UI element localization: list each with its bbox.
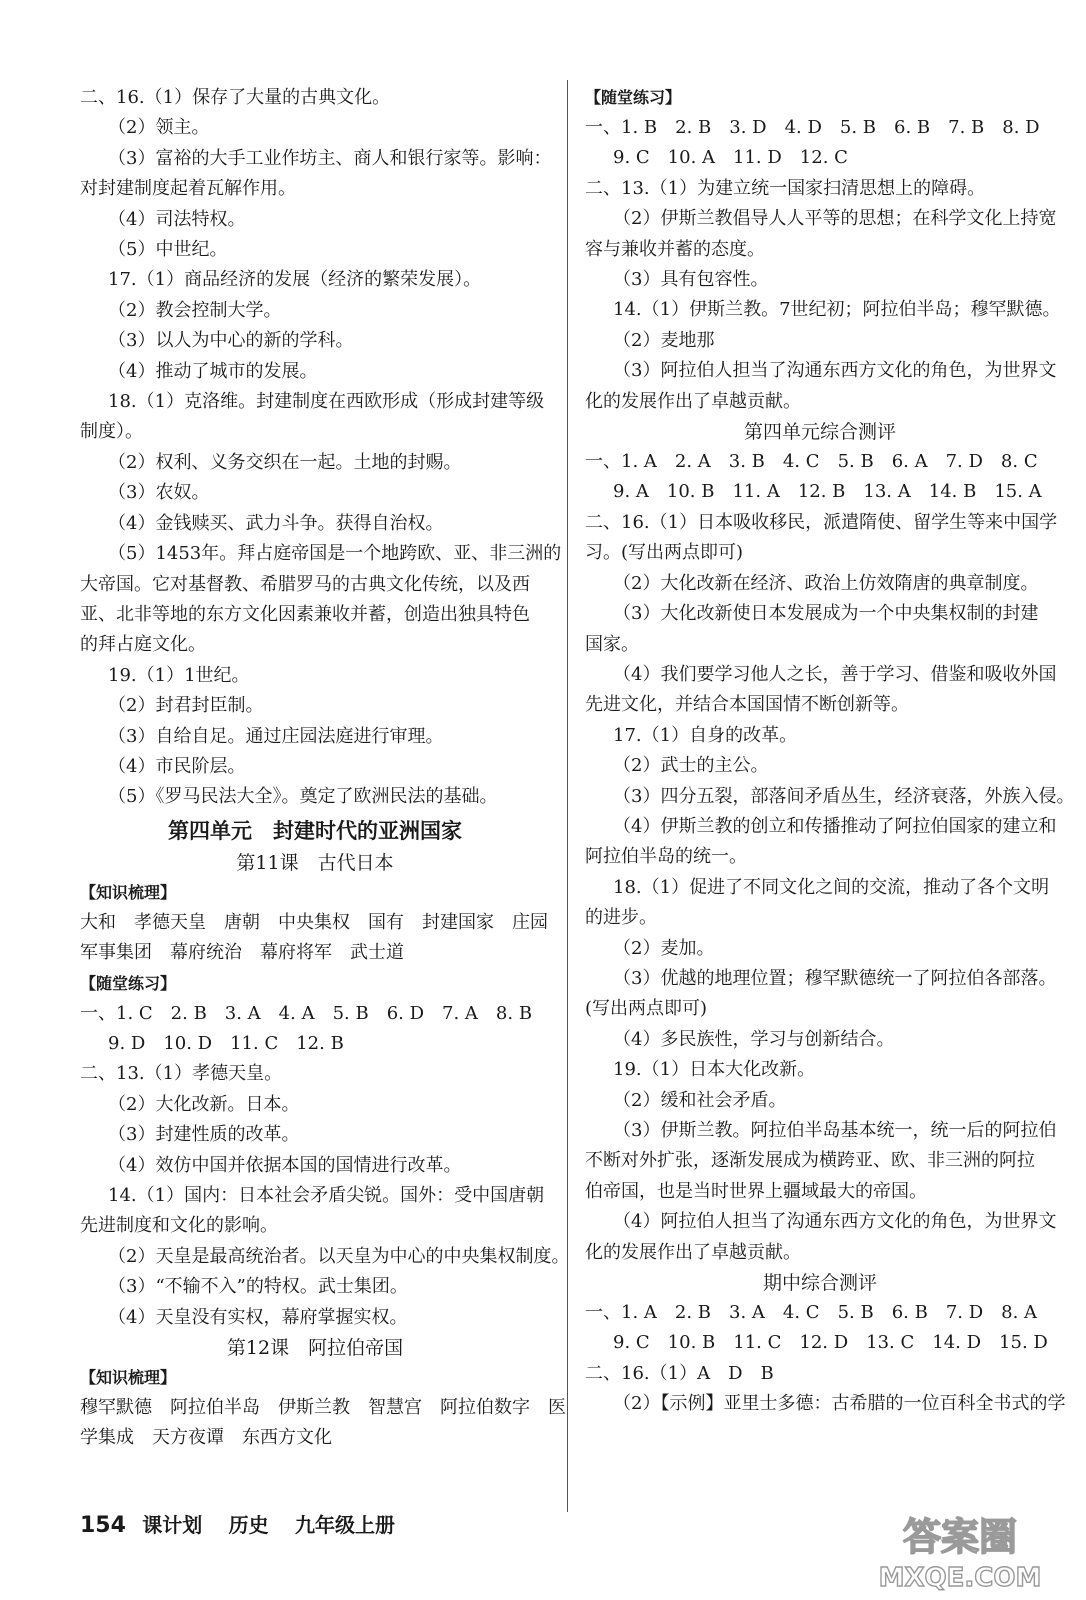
continuation-line: 伯帝国，也是当时世界上疆域最大的帝国。 bbox=[585, 1180, 927, 1202]
answer-line: （3）农奴。 bbox=[108, 482, 210, 504]
answer-line: （3）自给自足。通过庄园法庭进行审理。 bbox=[108, 725, 444, 747]
answer-line: 9. C 10. B 11. C 12. D 13. C 14. D 15. D bbox=[613, 1332, 1048, 1354]
answer-line: （2）【示例】亚里士多德：古希腊的一位百科全书式的学 bbox=[613, 1393, 1066, 1415]
answer-line: 19.（1）日本大化改新。 bbox=[613, 1059, 816, 1081]
continuation-line: (写出两点即可) bbox=[585, 998, 708, 1020]
continuation-line: 大帝国。它对基督教、希腊罗马的古典文化传统，以及西 bbox=[80, 573, 530, 595]
answer-line: （2）天皇是最高统治者。以天皇为中心的中央集权制度。 bbox=[108, 1245, 570, 1267]
answer-line: （2）权利、义务交织在一起。土地的封赐。 bbox=[108, 451, 462, 473]
question-line: 二、16.（1）A D B bbox=[585, 1362, 774, 1384]
answer-line: 19.（1）1世纪。 bbox=[108, 664, 250, 686]
subject-name: 历史 bbox=[228, 1513, 269, 1537]
answer-line: （5）《罗马民法大全》。奠定了欧洲民法的基础。 bbox=[108, 786, 498, 808]
continuation-line: 亚、北非等地的东方文化因素兼收并蓄，创造出独具特色 bbox=[80, 603, 530, 625]
section-label: 【知识梳理】 bbox=[80, 882, 177, 902]
continuation-line: 不断对外扩张，逐渐发展成为横跨亚、欧、非三洲的阿拉 bbox=[585, 1150, 1035, 1172]
answer-line: 9. A 10. B 11. A 12. B 13. A 14. B 15. A bbox=[613, 481, 1042, 503]
column-divider bbox=[567, 80, 568, 1512]
answer-line: （4）多民族性，学习与创新结合。 bbox=[613, 1028, 895, 1050]
answer-line: （4）天皇没有实权，幕府掌握实权。 bbox=[108, 1306, 408, 1328]
answer-line: 14.（1）国内：日本社会矛盾尖锐。国外：受中国唐朝 bbox=[108, 1185, 545, 1206]
answer-line: （3）“不输不入”的特权。武士集团。 bbox=[108, 1276, 408, 1298]
answer-line: （5）1453年。拜占庭帝国是一个地跨欧、亚、非三洲的 bbox=[108, 543, 562, 565]
answer-line: （3）富裕的大手工业作坊主、商人和银行家等。影响： bbox=[108, 147, 552, 169]
answer-line: （4）司法特权。 bbox=[108, 208, 246, 230]
continuation-line: 制度）。 bbox=[80, 421, 143, 443]
grade-name: 九年级上册 bbox=[295, 1513, 396, 1537]
keyword-line: 大和 孝德天皇 唐朝 中央集权 国有 封建国家 庄园 bbox=[80, 911, 548, 933]
question-line: 一、1. C 2. B 3. A 4. A 5. B 6. D 7. A 8. B bbox=[80, 1002, 533, 1024]
answer-line: （2）大化改新在经济、政治上仿效隋唐的典章制度。 bbox=[613, 572, 1039, 594]
answer-line: 14.（1）伊斯兰教。7世纪初；阿拉伯半岛；穆罕默德。 bbox=[613, 299, 1061, 321]
answer-line: （3）四分五裂，部落间矛盾丛生，经济衰落，外族入侵。 bbox=[613, 785, 1075, 807]
answer-line: （2）麦加。 bbox=[613, 937, 715, 959]
answer-line: （4）市民阶层。 bbox=[108, 755, 246, 777]
keyword-line: 穆罕默德 阿拉伯半岛 伊斯兰教 智慧宫 阿拉伯数字 医 bbox=[80, 1397, 566, 1419]
answer-line: 17.（1）自身的改革。 bbox=[613, 724, 798, 746]
answer-line: （5）中世纪。 bbox=[108, 239, 228, 261]
watermark-url: MXQE.COM bbox=[878, 1563, 1042, 1592]
section-label: 【知识梳理】 bbox=[80, 1368, 177, 1388]
page-number: 154 bbox=[80, 1513, 126, 1538]
section-label: 【随堂练习】 bbox=[585, 88, 682, 107]
left-column bbox=[80, 83, 570, 1454]
answer-line: （4）阿拉伯人担当了沟通东西方文化的角色，为世界文 bbox=[613, 1211, 1057, 1233]
answer-line: （3）封建性质的改革。 bbox=[108, 1124, 300, 1146]
section-title: 期中综合测评 bbox=[762, 1272, 877, 1295]
answer-line: 9. D 10. D 11. C 12. B bbox=[108, 1032, 344, 1054]
right-column bbox=[585, 83, 1075, 1420]
question-line: 二、13.（1）孝德天皇。 bbox=[80, 1063, 283, 1085]
continuation-line: 先进文化，并结合本国国情不断创新等。 bbox=[585, 694, 909, 716]
continuation-line: 化的发展作出了卓越贡献。 bbox=[585, 390, 801, 412]
answer-line: （2）领主。 bbox=[108, 117, 210, 139]
question-line: 一、1. A 2. A 3. B 4. C 5. B 6. A 7. D 8. C bbox=[585, 451, 1038, 473]
continuation-line: 对封建制度起着瓦解作用。 bbox=[80, 178, 296, 200]
answer-line: （2）大化改新。日本。 bbox=[108, 1093, 300, 1115]
continuation-line: 容与兼收并蓄的态度。 bbox=[585, 238, 765, 260]
section-title: 第四单元综合测评 bbox=[743, 421, 896, 444]
answer-line: （2）伊斯兰教倡导人人平等的思想；在科学文化上持宽 bbox=[613, 208, 1057, 230]
question-line: 一、1. B 2. B 3. D 4. D 5. B 6. B 7. B 8. D bbox=[585, 117, 1040, 138]
continuation-line: 阿拉伯半岛的统一。 bbox=[585, 846, 747, 868]
answer-line: （2）武士的主公。 bbox=[613, 755, 769, 777]
answer-line: 18.（1）克洛维。封建制度在西欧形成（形成封建等级 bbox=[108, 391, 545, 413]
unit-title: 第四单元 封建时代的亚洲国家 bbox=[168, 818, 462, 843]
keyword-line: 军事集团 幕府统治 幕府将军 武士道 bbox=[80, 942, 404, 964]
answer-line: （3）优越的地理位置；穆罕默德统一了阿拉伯各部落。 bbox=[613, 967, 1057, 989]
question-line: 二、13.（1）为建立统一国家扫清思想上的障碍。 bbox=[585, 177, 986, 199]
question-line: 一、1. A 2. B 3. A 4. C 5. B 6. B 7. D 8. A bbox=[585, 1302, 1038, 1324]
answer-line: （4）伊斯兰教的创立和传播推动了阿拉伯国家的建立和 bbox=[613, 815, 1057, 837]
continuation-line: 习。(写出两点即可) bbox=[585, 542, 744, 564]
continuation-line: 先进制度和文化的影响。 bbox=[80, 1215, 278, 1237]
continuation-line: 的拜占庭文化。 bbox=[80, 634, 206, 656]
answer-line: （3）以人为中心的新的学科。 bbox=[108, 330, 354, 352]
section-title: 第12课 阿拉伯帝国 bbox=[226, 1337, 404, 1360]
answer-line: （4）金钱赎买、武力斗争。获得自治权。 bbox=[108, 512, 444, 534]
answer-line: （3）伊斯兰教。阿拉伯半岛基本统一，统一后的阿拉伯 bbox=[613, 1120, 1057, 1141]
answer-line: （4）推动了城市的发展。 bbox=[108, 360, 318, 382]
answer-line: （4）我们要学习他人之长，善于学习、借鉴和吸收外国 bbox=[613, 663, 1057, 685]
answer-line: （2）封君封臣制。 bbox=[108, 695, 264, 717]
answer-line: （2）教会控制大学。 bbox=[108, 299, 282, 321]
keyword-line: 学集成 天方夜谭 东西方文化 bbox=[80, 1427, 332, 1449]
book-name: 课计划 bbox=[142, 1513, 203, 1537]
page-footer bbox=[80, 1510, 415, 1541]
watermark-logo bbox=[850, 1508, 1070, 1592]
question-line: 二、16.（1）保存了大量的古典文化。 bbox=[80, 87, 391, 108]
section-label: 【随堂练习】 bbox=[80, 973, 177, 993]
watermark-text: 答案圈 bbox=[902, 1515, 1018, 1559]
answer-line: 17.（1）商品经济的发展（经济的繁荣发展）。 bbox=[108, 269, 482, 291]
question-line: 二、16.（1）日本吸收移民，派遣隋使、留学生等来中国学 bbox=[585, 511, 1058, 533]
continuation-line: 的进步。 bbox=[585, 907, 657, 929]
answer-line: （3）阿拉伯人担当了沟通东西方文化的角色，为世界文 bbox=[613, 360, 1057, 382]
answer-line: （2）麦地那 bbox=[613, 329, 715, 351]
continuation-line: 化的发展作出了卓越贡献。 bbox=[585, 1241, 801, 1263]
answer-line: （3）具有包容性。 bbox=[613, 269, 769, 291]
answer-line: 9. C 10. A 11. D 12. C bbox=[613, 147, 848, 169]
section-title: 第11课 古代日本 bbox=[236, 851, 394, 874]
answer-line: （2）缓和社会矛盾。 bbox=[613, 1089, 787, 1111]
answer-line: 18.（1）促进了不同文化之间的交流，推动了各个文明 bbox=[613, 876, 1050, 898]
answer-line: （3）大化改新使日本发展成为一个中央集权制的封建 bbox=[613, 603, 1039, 625]
answer-line: （4）效仿中国并依据本国的国情进行改革。 bbox=[108, 1154, 462, 1176]
continuation-line: 国家。 bbox=[585, 633, 639, 655]
